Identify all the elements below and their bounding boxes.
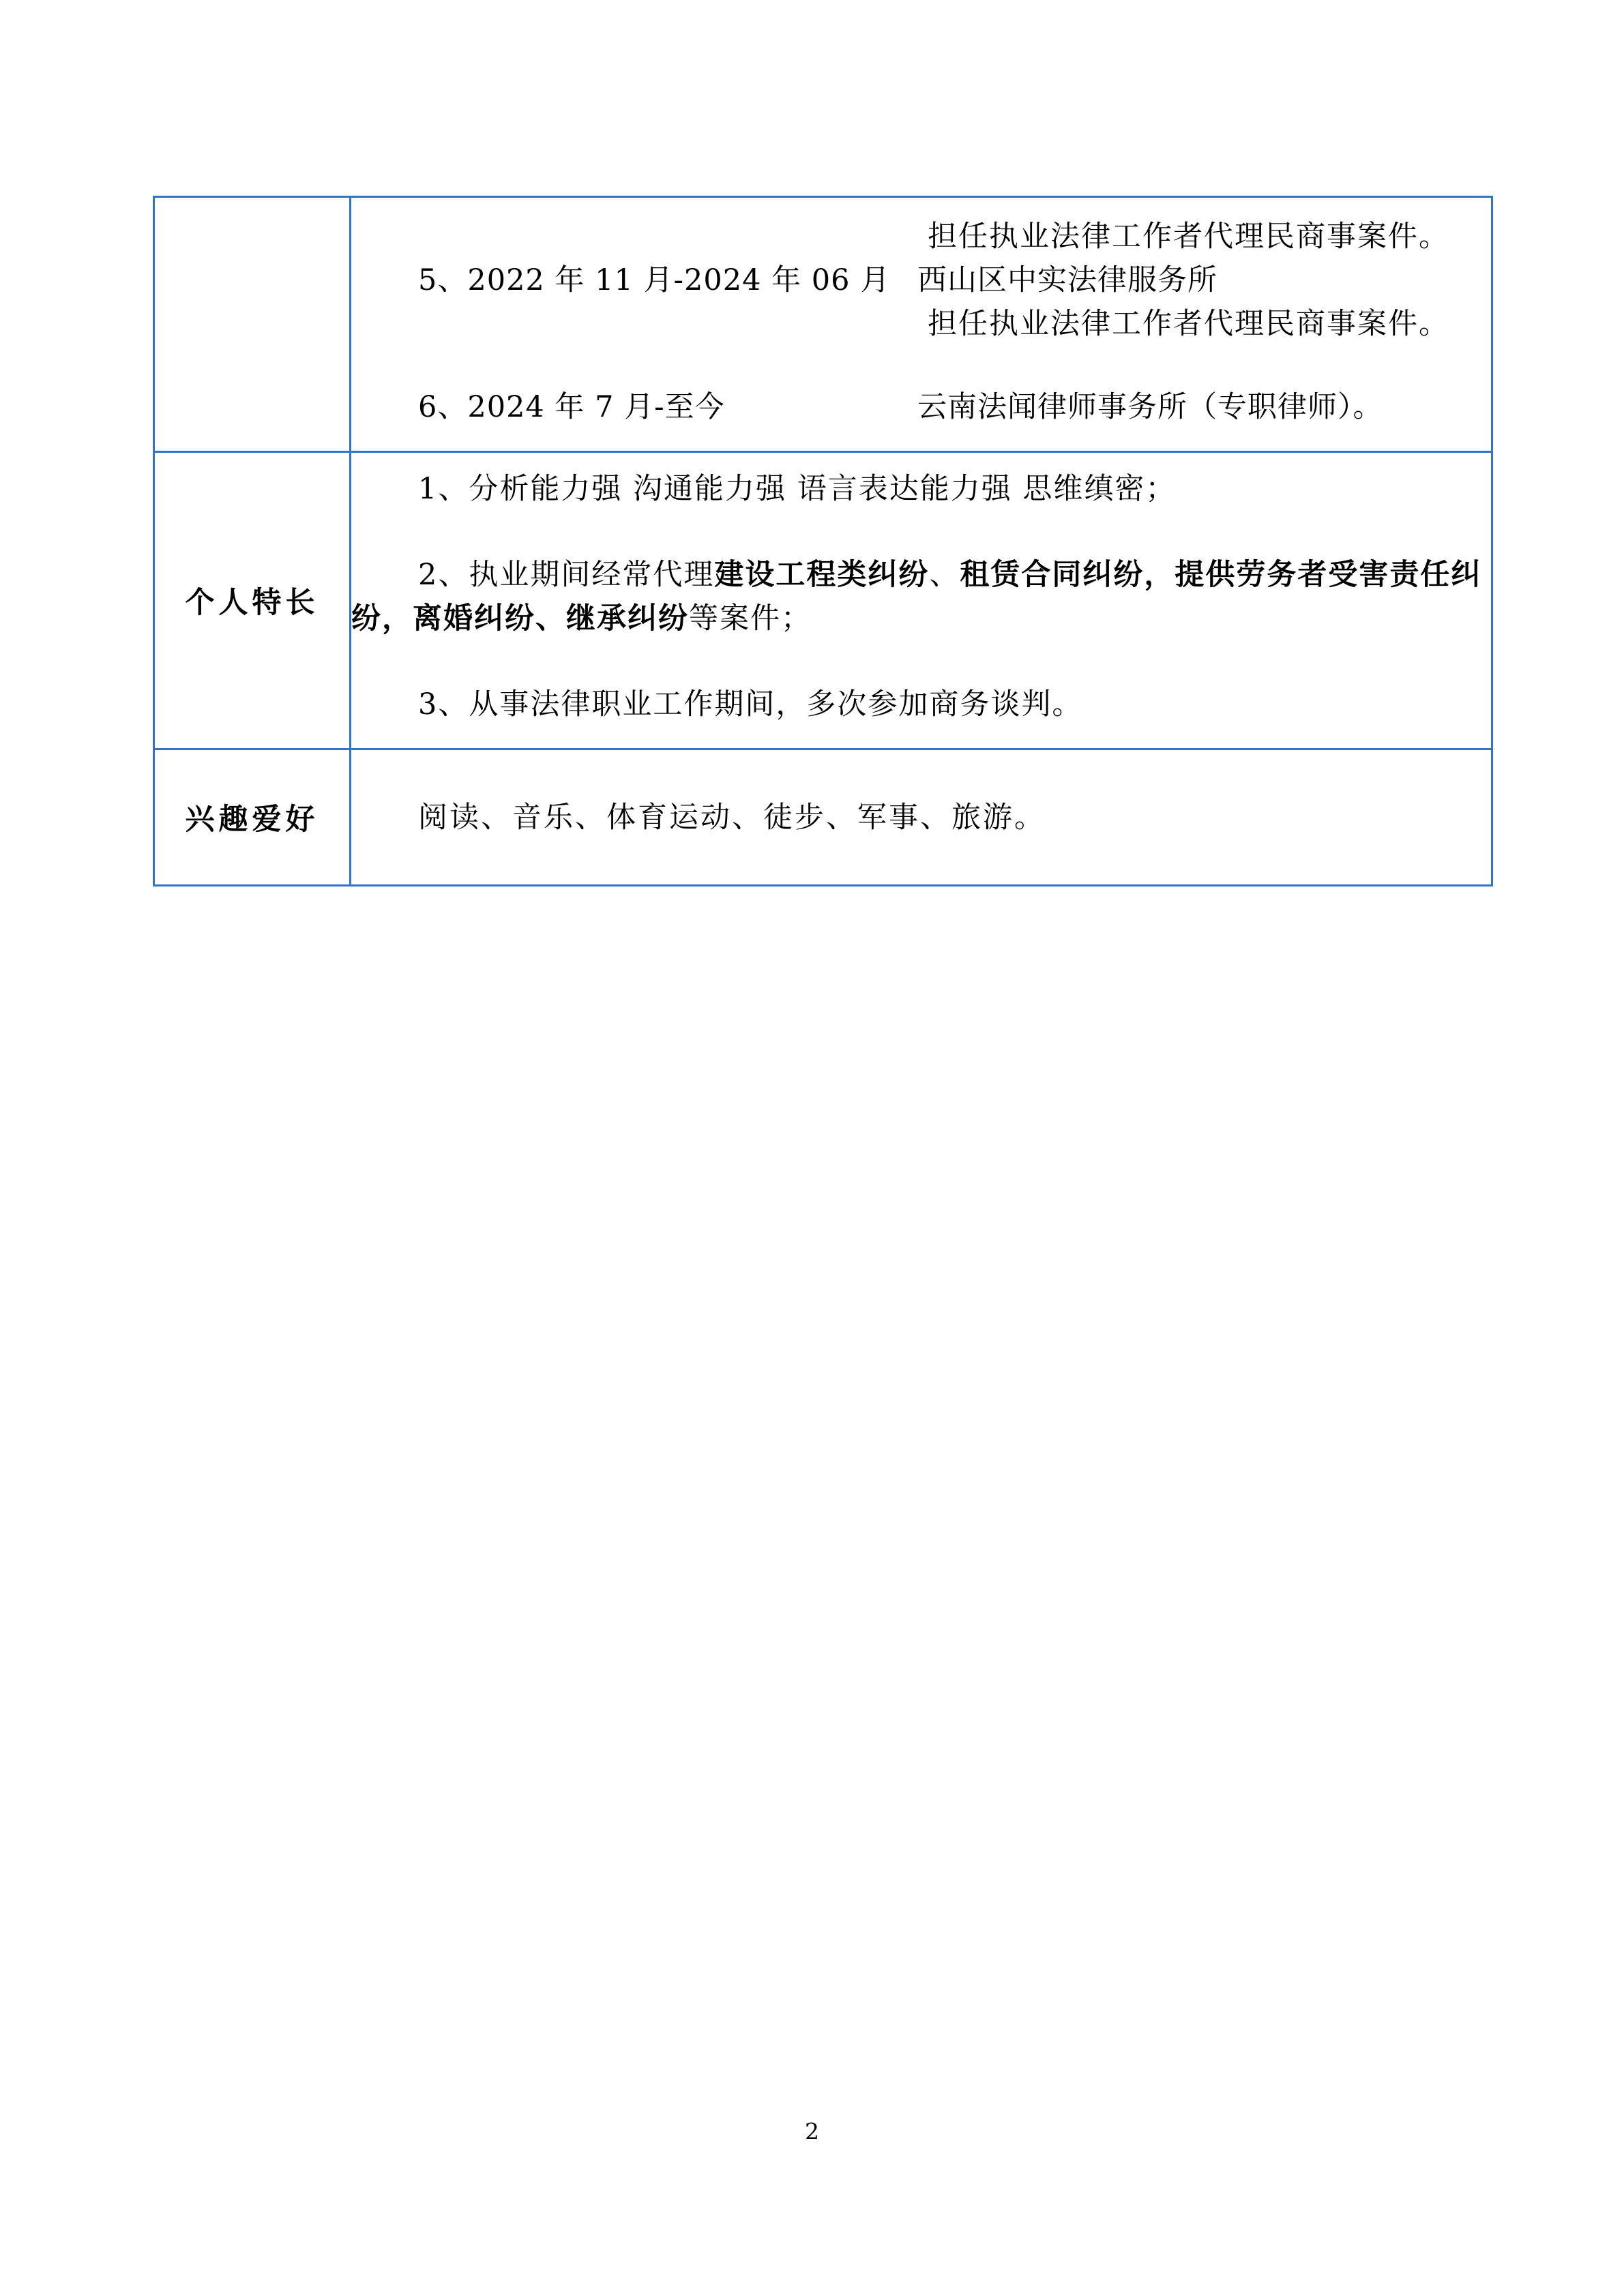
experience-label-cell [154, 197, 351, 452]
experience-entry-5 [351, 258, 1491, 302]
separator: ， [1144, 557, 1175, 592]
strength-item-2 [351, 553, 1491, 640]
separator: 、 [929, 557, 960, 592]
case-type-construction: 建设工程类纠纷 [714, 557, 930, 592]
hobbies-row [154, 749, 1492, 886]
experience-entry-5-org: 西山区中实法律服务所 [917, 263, 1217, 297]
experience-row [154, 197, 1492, 452]
experience-entry-6-date: 6、2024 年 7 月-至今 [418, 389, 725, 424]
experience-entry-5-duty: 担任执业法律工作者代理民商事案件。 [928, 306, 1449, 341]
strengths-row [154, 452, 1492, 749]
separator: ， [382, 601, 413, 636]
spacer [351, 346, 1491, 385]
case-type-labor-injury: 提供劳务者受害责任纠纷 [351, 557, 1482, 636]
experience-entry-5-date: 5、2022 年 11 月-2024 年 06 月 [418, 263, 891, 297]
strength-item-2-suffix: 等案件； [689, 601, 812, 636]
strengths-label: 个人特长 [154, 452, 351, 749]
strength-item-1: 1、分析能力强 沟通能力强 语言表达能力强 思维缜密； [418, 471, 1177, 506]
experience-entry-6 [351, 385, 1491, 429]
separator: 、 [535, 601, 566, 636]
hobbies-text: 阅读、音乐、体育运动、徒步、军事、旅游。 [418, 800, 1046, 835]
hobbies-label: 兴趣爱好 [154, 749, 351, 886]
case-type-inheritance: 继承纠纷 [566, 601, 689, 636]
case-type-divorce: 离婚纠纷 [413, 601, 535, 636]
strength-item-3: 3、从事法律职业工作期间，多次参加商务谈判。 [418, 687, 1083, 721]
previous-duty-text: 担任执业法律工作者代理民商事案件。 [928, 219, 1449, 254]
resume-table [153, 196, 1493, 886]
strength-item-2-prefix: 2、执业期间经常代理 [418, 557, 715, 592]
case-type-lease: 租赁合同纠纷 [960, 557, 1145, 592]
hobbies-content-cell [351, 749, 1492, 886]
experience-content-cell [351, 197, 1492, 452]
page-number: 2 [805, 2118, 819, 2145]
strengths-content-cell [351, 452, 1492, 749]
spacer [351, 511, 1491, 553]
experience-entry-6-org: 云南法闻律师事务所（专职律师）。 [917, 389, 1383, 424]
spacer [351, 640, 1491, 683]
